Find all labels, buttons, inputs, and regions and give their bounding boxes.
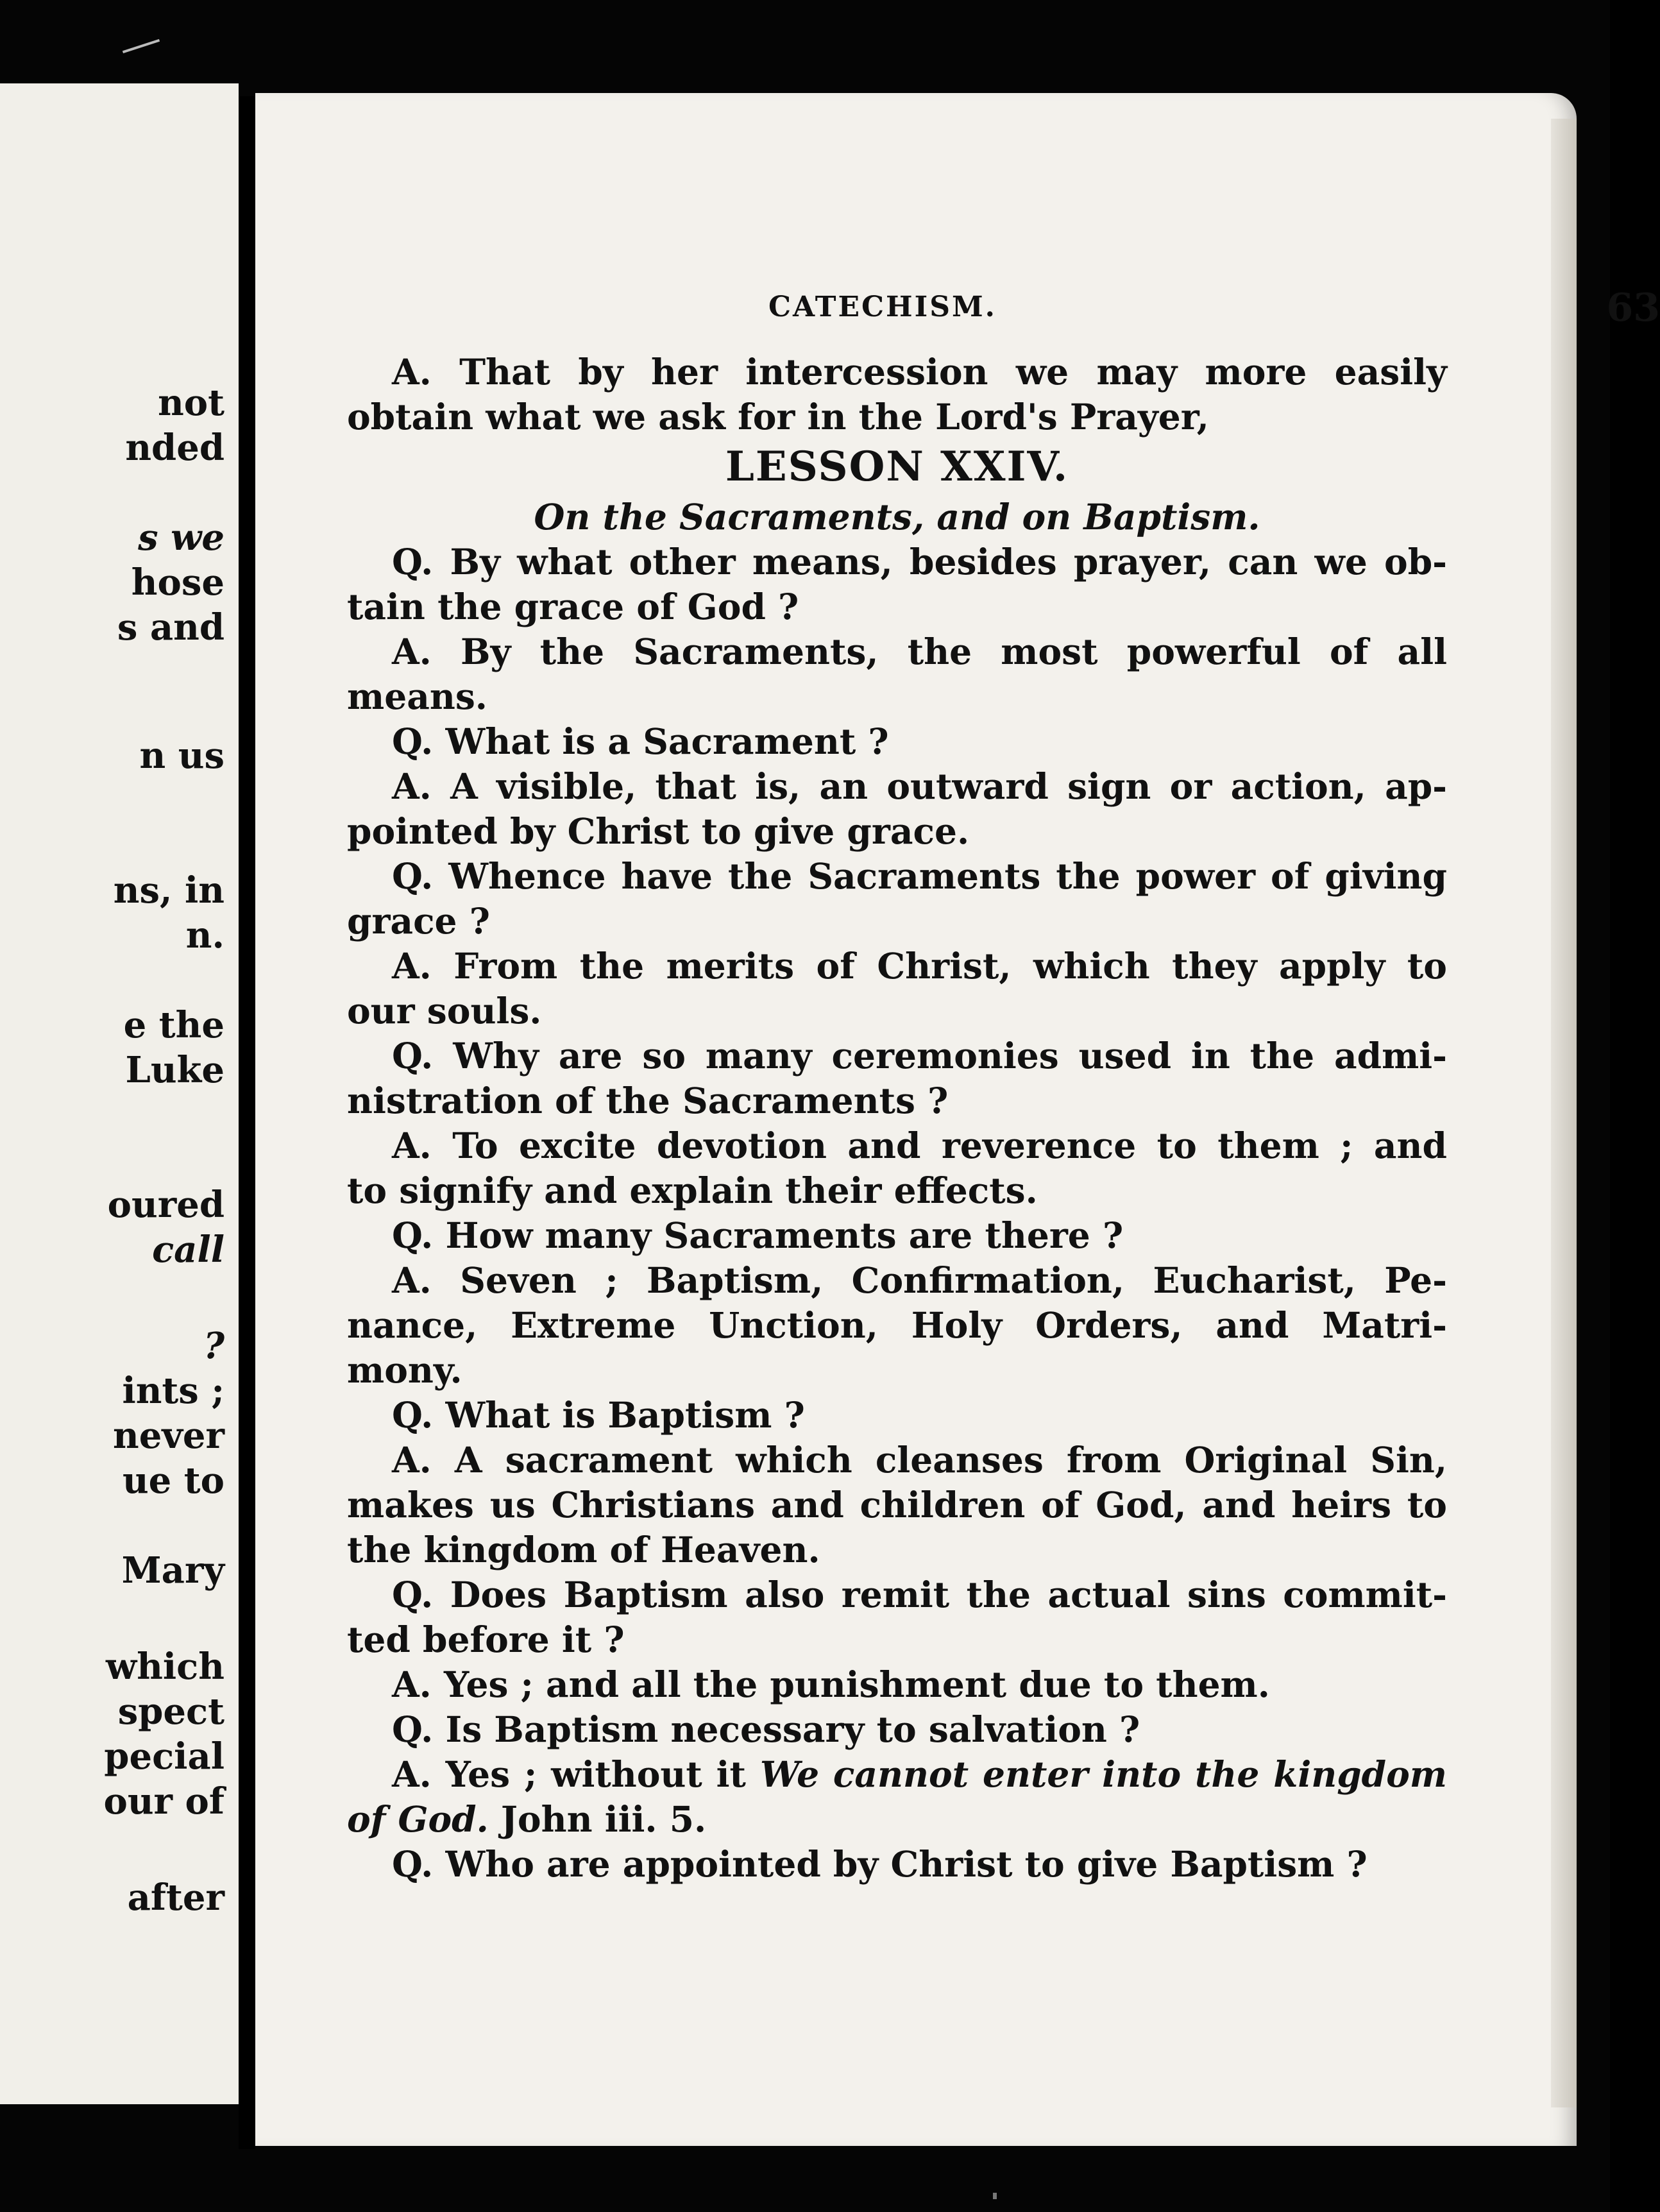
running-head: [768, 285, 1660, 337]
lesson-subheading: On the Sacraments, and on Baptism.: [534, 496, 1260, 538]
text-line: makes us Christians and children of God, and heirs to: [347, 1484, 1447, 1526]
page-edge: [1551, 119, 1577, 2107]
left-page-fragment: ns, in: [113, 869, 224, 912]
answer-line: A. From the merits of Christ, which they apply to: [392, 945, 1447, 987]
question-line: Q. Who are appointed by Christ to give Baptism ?: [392, 1843, 1368, 1885]
left-page-fragment: call: [152, 1229, 224, 1271]
right-page: [255, 93, 1660, 2146]
text-line: the kingdom of Heaven.: [347, 1529, 820, 1570]
left-page-fragment: pecial: [104, 1735, 224, 1778]
text-line: means.: [347, 676, 487, 717]
text-line: to signify and explain their effects.: [347, 1170, 1038, 1211]
left-page-fragment: Luke: [125, 1049, 224, 1091]
left-page-fragment: our of: [103, 1780, 224, 1823]
left-page-fragment: never: [112, 1415, 224, 1457]
text-line: A. That by her intercession we may more easily: [392, 351, 1447, 393]
text-line: ted before it ?: [347, 1619, 625, 1660]
text-line: our souls.: [347, 990, 542, 1032]
scan-artifact: [123, 39, 160, 53]
answer-line: A. Seven ; Baptism, Confirmation, Eucharist, Pe-: [392, 1259, 1447, 1301]
left-page-fragment: n us: [139, 735, 224, 777]
catechism-text: [347, 350, 1447, 1887]
answer-text: A. Yes ; without it: [392, 1753, 760, 1795]
left-page-fragment: spect: [117, 1690, 224, 1733]
left-page-fragment: ?: [203, 1325, 224, 1367]
left-page-fragment: ue to: [122, 1459, 224, 1502]
left-page-fragment: not: [158, 382, 224, 424]
question-line: Q. Is Baptism necessary to salvation ?: [392, 1708, 1140, 1750]
left-page-fragment: e the: [123, 1004, 224, 1046]
scripture-quote: of God.: [347, 1798, 489, 1840]
question-line: Q. Why are so many ceremonies used in the admi-: [392, 1035, 1447, 1076]
left-page-fragment: n.: [185, 914, 224, 957]
left-page-fragment: hose: [131, 561, 224, 604]
scripture-reference: John iii. 5.: [488, 1798, 707, 1840]
answer-line: A. Yes ; and all the punishment due to them.: [392, 1663, 1270, 1705]
left-page-fragment: ints ;: [122, 1370, 224, 1412]
text-line: nance, Extreme Unction, Holy Orders, and Matri-: [347, 1304, 1447, 1346]
left-page-fragment: s we: [138, 516, 224, 559]
left-page-fragment: s and: [117, 606, 224, 649]
left-page-fragment: after: [127, 1876, 224, 1919]
question-line: Q. How many Sacraments are there ?: [392, 1214, 1124, 1256]
question-line: Q. By what other means, besides prayer, can we ob-: [392, 541, 1447, 583]
answer-line: A. A sacrament which cleanses from Original Sin,: [392, 1439, 1447, 1481]
left-page-fragment: nded: [125, 427, 224, 469]
left-page: [0, 83, 239, 2104]
scripture-quote: We cannot enter into the kingdom: [759, 1753, 1448, 1795]
answer-line: A. To excite devotion and reverence to them ; and: [392, 1125, 1447, 1166]
scan-artifact: [993, 2193, 997, 2199]
text-line: [347, 1797, 1447, 1842]
text-line: mony.: [347, 1349, 462, 1391]
left-page-fragment: oured: [107, 1184, 224, 1226]
lesson-heading: LESSON XXIV.: [725, 443, 1069, 491]
left-page-fragment: which: [105, 1646, 224, 1688]
page-number: 63: [1606, 285, 1660, 330]
running-title: CATECHISM.: [768, 291, 997, 323]
answer-line: A. By the Sacraments, the most powerful of all: [392, 631, 1447, 672]
question-line: Q. What is Baptism ?: [392, 1394, 805, 1436]
text-line: nistration of the Sacraments ?: [347, 1080, 949, 1121]
text-line: obtain what we ask for in the Lord's Prayer,: [347, 396, 1209, 438]
text-line: tain the grace of God ?: [347, 586, 799, 627]
question-line: Q. What is a Sacrament ?: [392, 720, 889, 762]
answer-line: A. A visible, that is, an outward sign or action, ap-: [392, 765, 1447, 807]
text-line: pointed by Christ to give grace.: [347, 810, 970, 852]
answer-line: [347, 1752, 1447, 1797]
text-line: grace ?: [347, 900, 490, 942]
question-line: Q. Does Baptism also remit the actual sins commit-: [392, 1574, 1447, 1615]
left-page-fragment: Mary: [121, 1549, 224, 1592]
question-line: Q. Whence have the Sacraments the power of giving: [392, 855, 1447, 897]
book-spine: [239, 96, 255, 2149]
